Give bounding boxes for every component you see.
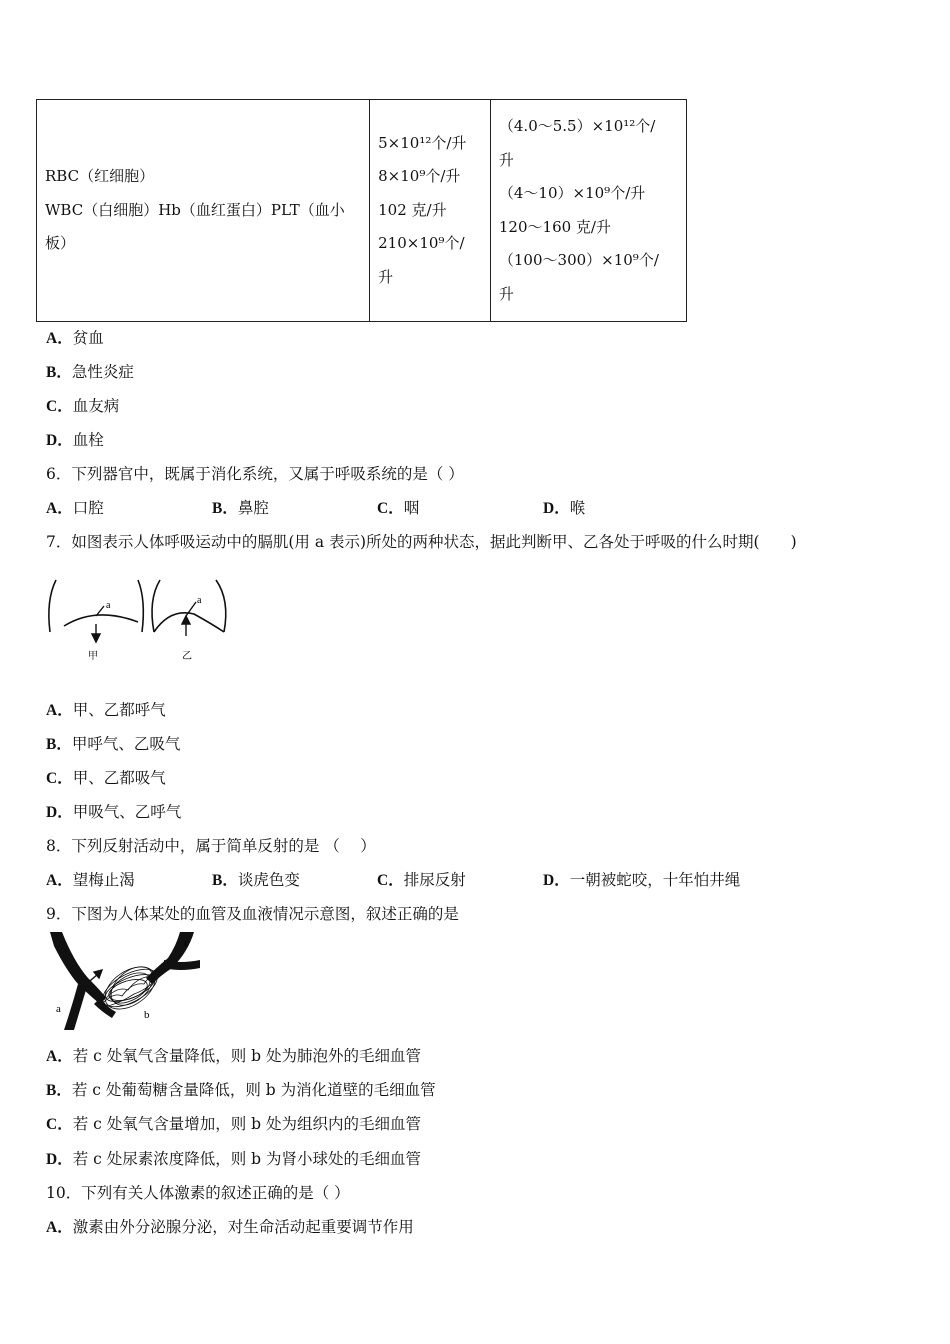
q5-option-a[interactable]: A．贫血 <box>46 329 104 347</box>
label-a-right: a <box>197 595 202 606</box>
q5-option-b[interactable]: B．急性炎症 <box>46 363 134 381</box>
q9-option-b[interactable]: B．若 c 处葡萄糖含量降低，则 b 为消化道壁的毛细血管 <box>46 1081 436 1099</box>
label-b: b <box>144 1009 150 1021</box>
q6-option-c[interactable]: C．咽 <box>377 499 420 517</box>
q8-option-c[interactable]: C．排尿反射 <box>377 871 466 889</box>
q8-option-d[interactable]: D．一朝被蛇咬，十年怕井绳 <box>543 871 741 889</box>
q6-options <box>46 496 806 518</box>
diaphragm-figure <box>44 570 234 662</box>
q7-option-c[interactable]: C．甲、乙都吸气 <box>46 769 166 787</box>
q6-option-d[interactable]: D．喉 <box>543 499 586 517</box>
q8-options <box>46 868 806 890</box>
reference-values-cell: （4.0～5.5）×10¹²个/ 升 （4～10）×10⁹个/升 120～160 克/升 （100～300）×10⁹个/ 升 <box>490 100 686 322</box>
q10-stem: 10．下列有关人体激素的叙述正确的是（ ） <box>46 1184 350 1202</box>
blood-test-table <box>36 99 687 322</box>
label-c: c <box>184 937 189 949</box>
caption-jia: 甲 <box>88 651 98 662</box>
capillary-figure <box>44 932 200 1030</box>
item-names-cell: RBC（红细胞） WBC（白细胞）Hb（血红蛋白）PLT（血小 板） <box>37 100 370 322</box>
q6-stem: 6．下列器官中，既属于消化系统，又属于呼吸系统的是（ ） <box>46 465 464 483</box>
measured-values-cell: 5×10¹²个/升 8×10⁹个/升 102 克/升 210×10⁹个/ 升 <box>370 100 491 322</box>
q5-option-c[interactable]: C．血友病 <box>46 397 120 415</box>
caption-yi: 乙 <box>182 651 192 662</box>
q9-option-c[interactable]: C．若 c 处氧气含量增加，则 b 处为组织内的毛细血管 <box>46 1115 422 1133</box>
q8-option-b[interactable]: B．谈虎色变 <box>212 871 300 889</box>
q10-option-a[interactable]: A．激素由外分泌腺分泌，对生命活动起重要调节作用 <box>46 1218 414 1236</box>
label-a: a <box>56 1003 61 1015</box>
q9-option-a[interactable]: A．若 c 处氧气含量降低，则 b 处为肺泡外的毛细血管 <box>46 1047 422 1065</box>
q6-option-b[interactable]: B．鼻腔 <box>212 499 269 517</box>
q8-option-a[interactable]: A．望梅止渴 <box>46 871 135 889</box>
q7-option-d[interactable]: D．甲吸气、乙呼气 <box>46 803 182 821</box>
q7-stem: 7．如图表示人体呼吸运动中的膈肌(用 a 表示)所处的两种状态，据此判断甲、乙各处于呼吸的什么时期( ) <box>46 533 797 551</box>
q7-option-a[interactable]: A．甲、乙都呼气 <box>46 701 166 719</box>
label-a-left: a <box>106 600 111 611</box>
q9-option-d[interactable]: D．若 c 处尿素浓度降低，则 b 为肾小球处的毛细血管 <box>46 1150 422 1168</box>
q7-option-b[interactable]: B．甲呼气、乙吸气 <box>46 735 181 753</box>
q5-option-d[interactable]: D．血栓 <box>46 431 104 449</box>
q9-stem: 9．下图为人体某处的血管及血液情况示意图，叙述正确的是 <box>46 905 459 923</box>
q8-stem: 8．下列反射活动中，属于简单反射的是 （ ） <box>46 837 376 855</box>
q6-option-a[interactable]: A．口腔 <box>46 499 104 517</box>
